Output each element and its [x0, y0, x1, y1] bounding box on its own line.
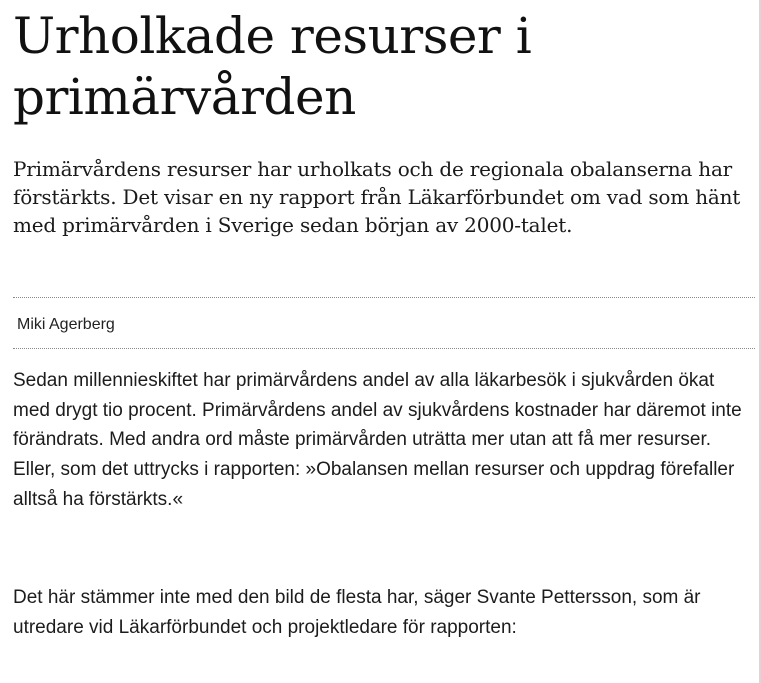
body-paragraph: Det här stämmer inte med den bild de flesta har, säger Svante Pettersson, som är utredare vid Läkarförbundet och projektledare för rapporten:	[13, 587, 701, 638]
author-byline[interactable]: Miki Agerberg	[17, 316, 115, 333]
body-paragraph: Sedan millennieskiftet har primärvårdens andel av alla läkarbesök i sjukvården ökat med drygt tio procent. Primärvårdens andel av sjukvårdens kostnader har däremot inte förändrats. Med andra ord måste primärvården uträtta mer utan att få mer resurser. Eller, som det uttrycks i rapporten: »Obalansen mellan resurser och uppdrag förefaller alltså ha förstärkts.«	[13, 370, 742, 510]
article-lede: Primärvårdens resurser har urholkats och de regionala obalanserna har förstärkts. Det visar en ny rapport från Läkarförbundet om vad som hänt med primärvården i Sverige sedan början av 2000-talet.	[13, 157, 741, 237]
byline-divider-top	[13, 297, 755, 298]
byline-divider-bottom	[13, 348, 755, 349]
article-headline: Urholkade resurser i primärvården	[13, 7, 532, 126]
